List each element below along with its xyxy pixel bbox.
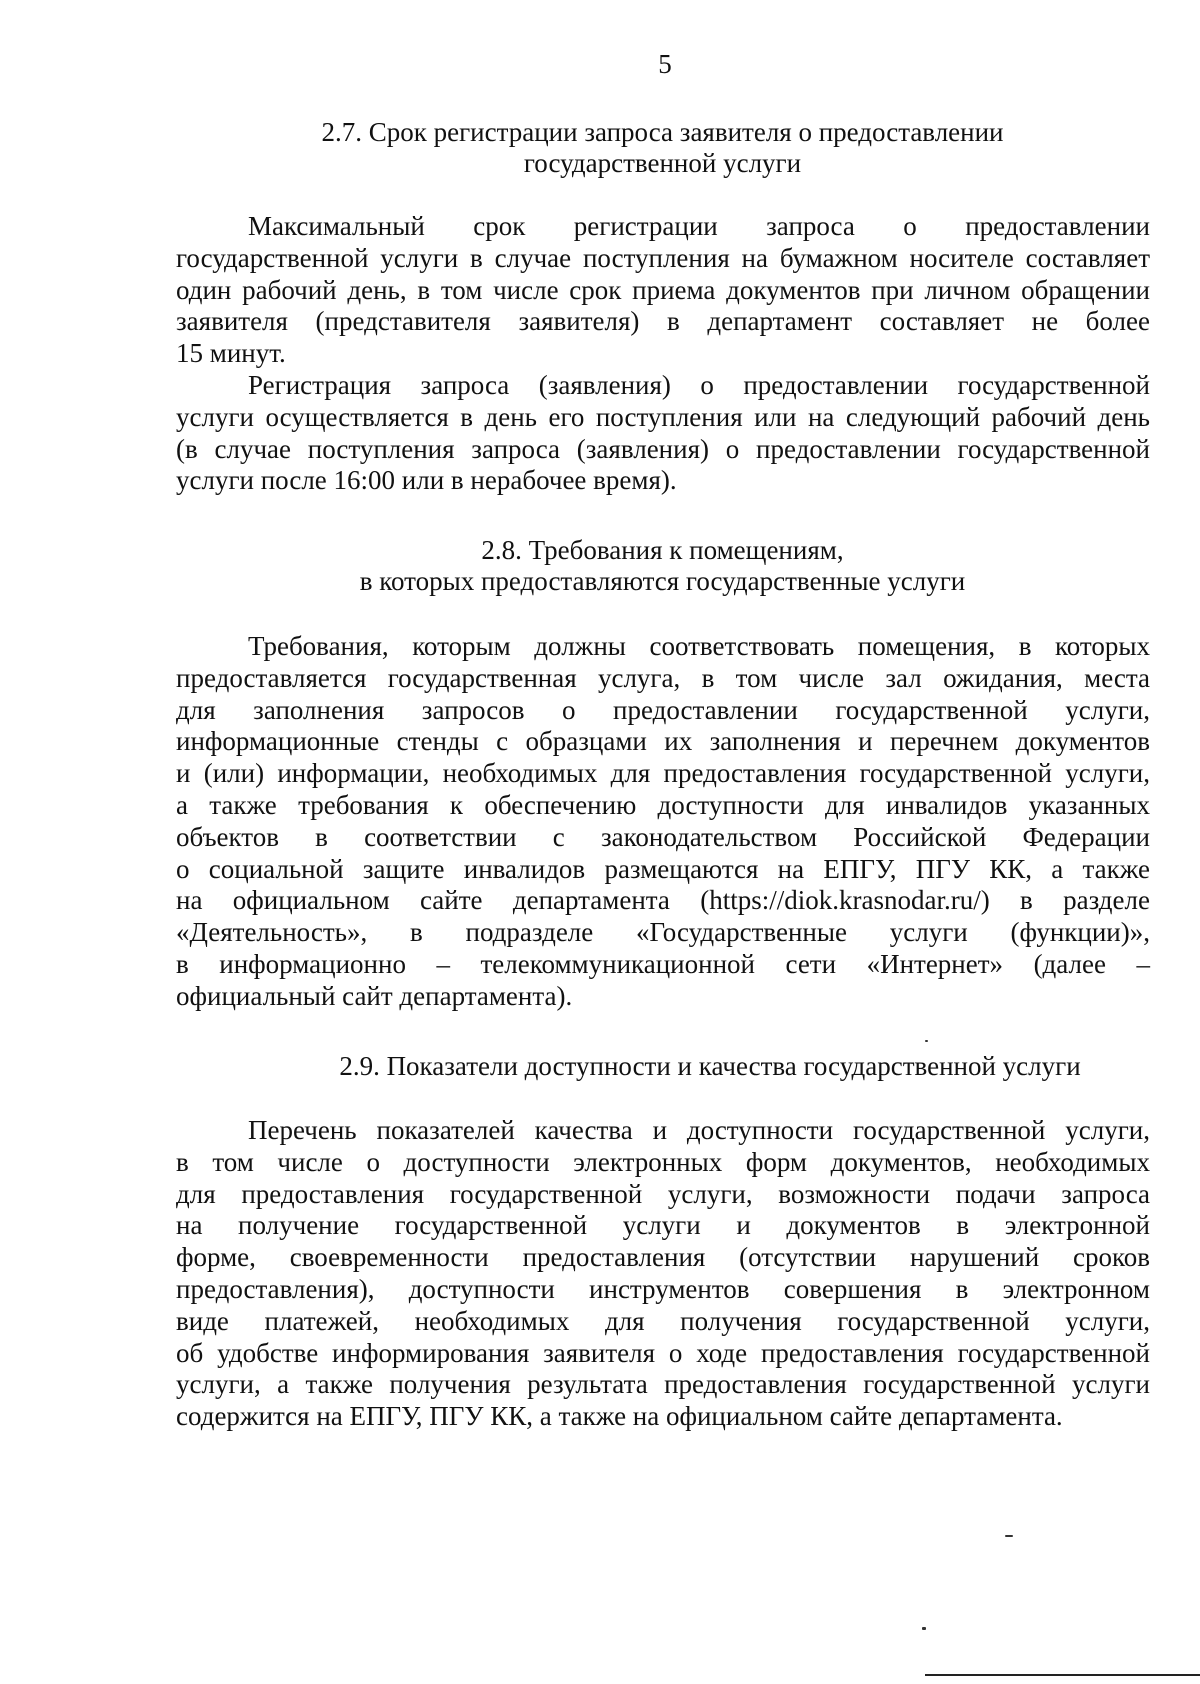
paragraph-line: на официальном сайте департамента (https://diok.krasnodar.ru/) в разделе — [176, 885, 1150, 916]
section-title-2-7 — [175, 117, 1150, 179]
paragraph-line: в том числе о доступности электронных форм документов, необходимых — [176, 1146, 1150, 1177]
paragraph-line: для заполнения запросов о предоставлении государственной услуги, — [176, 694, 1150, 725]
paragraph-line: и (или) информации, необходимых для предоставления государственной услуги, — [176, 758, 1150, 789]
scan-speck — [922, 1627, 926, 1630]
paragraph-line: заявителя (представителя заявителя) в департамент составляет не более — [176, 306, 1150, 337]
paragraph-line: один рабочий день, в том числе срок приема документов при личном обращении — [176, 274, 1150, 305]
scan-edge-line — [925, 1674, 1200, 1676]
paragraph-line: содержится на ЕПГУ, ПГУ КК, а также на официальном сайте департамента. — [176, 1401, 1063, 1432]
paragraph-line: форме, своевременности предоставления (отсутствии нарушений сроков — [176, 1242, 1150, 1273]
scan-speck — [1005, 1535, 1013, 1537]
paragraph-line: информационные стенды с образцами их заполнения и перечнем документов — [176, 726, 1150, 757]
paragraph-line: в информационно – телекоммуникационной сети «Интернет» (далее – — [176, 948, 1150, 979]
paragraph-premises-requirements — [176, 631, 1150, 1013]
section-title-2-8 — [175, 535, 1150, 597]
section-title-line: в которых предоставляются государственные услуги — [359, 566, 966, 596]
section-title-line: 2.7. Срок регистрации запроса заявителя о предоставлении — [321, 117, 1004, 147]
section-title-line: государственной услуги — [523, 148, 802, 178]
paragraph-line: о социальной защите инвалидов размещаются на ЕПГУ, ПГУ КК, а также — [176, 853, 1150, 884]
paragraph-line: официальный сайт департамента). — [176, 980, 573, 1011]
paragraph-line: государственной услуги в случае поступления на бумажном носителе составляет — [176, 242, 1150, 273]
scan-speck — [925, 1040, 928, 1042]
paragraph-line: услуги осуществляется в день его поступления или на следующий рабочий день — [176, 401, 1150, 432]
paragraph-registration-day — [176, 370, 1150, 497]
paragraph-line: виде платежей, необходимых для получения государственной услуги, — [176, 1305, 1150, 1336]
section-title-line: 2.9. Показатели доступности и качества государственной услуги — [339, 1051, 1081, 1081]
paragraph-line: Регистрация запроса (заявления) о предоставлении государственной — [248, 370, 1150, 400]
paragraph-line: (в случае поступления запроса (заявления) о предоставлении государственной — [176, 433, 1150, 464]
paragraph-registration-term — [176, 211, 1150, 370]
paragraph-line: об удобстве информирования заявителя о ходе предоставления государственной — [176, 1337, 1150, 1368]
paragraph-line: Максимальный срок регистрации запроса о предоставлении — [248, 211, 1150, 241]
section-title-2-9 — [320, 1051, 1100, 1082]
paragraph-line: Перечень показателей качества и доступности государственной услуги, — [248, 1115, 1150, 1145]
paragraph-line: предоставляется государственная услуга, в том числе зал ожидания, места — [176, 662, 1150, 693]
section-title-line: 2.8. Требования к помещениям, — [481, 535, 844, 565]
paragraph-line: услуги, а также получения результата предоставления государственной услуги — [176, 1369, 1150, 1400]
page-number: 5 — [658, 49, 672, 79]
paragraph-line: предоставления), доступности инструментов совершения в электронном — [176, 1273, 1150, 1304]
paragraph-line: «Деятельность», в подразделе «Государственные услуги (функции)», — [176, 917, 1150, 948]
paragraph-line: для предоставления государственной услуги, возможности подачи запроса — [176, 1178, 1150, 1209]
paragraph-line: услуги после 16:00 или в нерабочее время). — [176, 465, 677, 496]
paragraph-line: Требования, которым должны соответствовать помещения, в которых — [248, 631, 1150, 661]
paragraph-line: а также требования к обеспечению доступности для инвалидов указанных — [176, 789, 1150, 820]
paragraph-line: на получение государственной услуги и документов в электронной — [176, 1210, 1150, 1241]
paragraph-line: 15 минут. — [176, 338, 286, 369]
paragraph-quality-indicators — [176, 1115, 1150, 1433]
paragraph-line: объектов в соответствии с законодательством Российской Федерации — [176, 821, 1150, 852]
